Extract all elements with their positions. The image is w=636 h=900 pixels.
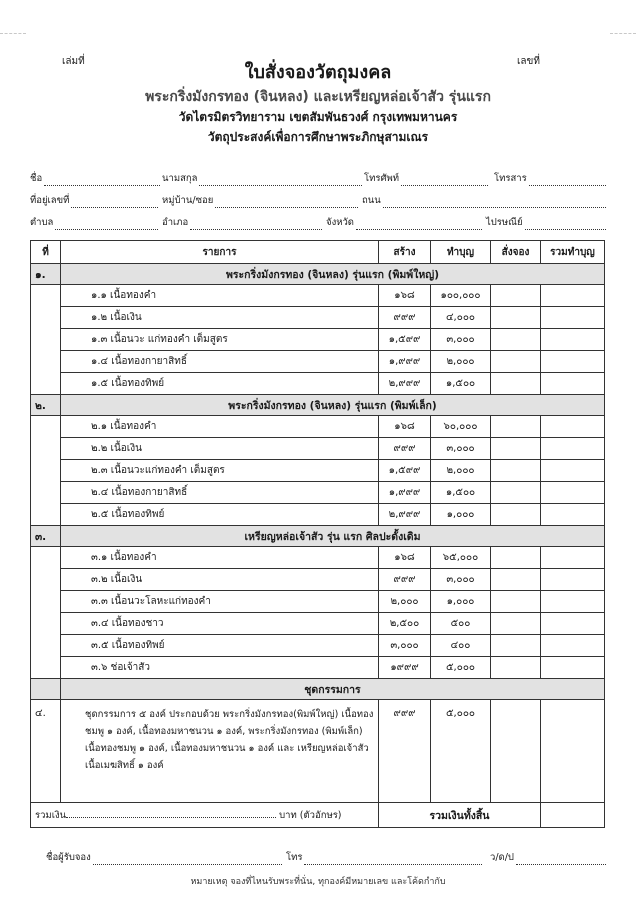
- subdistrict-label: ตำบล: [30, 217, 54, 228]
- table-row: [31, 329, 605, 351]
- item-no-cell: [31, 307, 61, 329]
- item-made: ๙๙๙: [379, 438, 431, 460]
- surname-field[interactable]: [162, 172, 362, 186]
- set-item-no: ๔.: [31, 700, 61, 803]
- village-label: หมู่บ้าน/ซอย: [162, 195, 214, 206]
- item-donation: ๕,๐๐๐: [431, 657, 491, 679]
- col-header-donation: ทำบุญ: [431, 241, 491, 264]
- item-donation: ๑,๕๐๐: [431, 373, 491, 395]
- name-field[interactable]: [30, 172, 160, 186]
- item-no-cell: [31, 482, 61, 504]
- item-name: ๑.๑ เนื้อทองคำ: [61, 285, 379, 307]
- item-name: ๒.๔ เนื้อทองกายาสิทธิ์: [61, 482, 379, 504]
- table-row: [31, 460, 605, 482]
- item-made: ๑๖๘: [379, 547, 431, 569]
- item-donation: ๓,๐๐๐: [431, 569, 491, 591]
- corner-dash-left: [0, 33, 26, 34]
- road-label: ถนน: [362, 195, 381, 206]
- col-header-order: สั่งจอง: [491, 241, 541, 264]
- item-donation: ๑,๕๐๐: [431, 482, 491, 504]
- section-header-row: [31, 679, 605, 700]
- section-header-row: [31, 264, 605, 285]
- set-item-order-cell[interactable]: [491, 700, 541, 803]
- surname-label: นามสกุล: [162, 173, 198, 184]
- item-no-cell: [31, 329, 61, 351]
- item-no-cell: [31, 635, 61, 657]
- form-row-location: [30, 216, 606, 232]
- order-table-body: [31, 264, 605, 679]
- section-header-row: [31, 395, 605, 416]
- section-no: ๒.: [31, 395, 61, 416]
- postcode-label: ไปรษณีย์: [486, 217, 523, 228]
- item-sum-cell[interactable]: [541, 329, 605, 351]
- grand-total-cell[interactable]: [541, 803, 605, 828]
- item-made: ๑๙๙๙: [379, 657, 431, 679]
- item-sum-cell[interactable]: [541, 460, 605, 482]
- receiver-label: ชื่อผู้รับจอง: [46, 852, 91, 863]
- item-order-cell[interactable]: [491, 460, 541, 482]
- page-subtitle: พระกริ่งมังกรทอง (จินหลง) และเหรียญหล่อเจ้าสัว รุ่นแรก: [145, 89, 491, 105]
- total-words-cell[interactable]: [31, 803, 379, 828]
- item-no-cell: [31, 569, 61, 591]
- item-sum-cell[interactable]: [541, 351, 605, 373]
- table-row: [31, 351, 605, 373]
- item-name: ๓.๔ เนื้อทองชาว: [61, 613, 379, 635]
- item-name: ๓.๑ เนื้อทองคำ: [61, 547, 379, 569]
- item-name: ๒.๒ เนื้อเงิน: [61, 438, 379, 460]
- item-donation: ๑,๐๐๐: [431, 591, 491, 613]
- set-item-donation: ๕,๐๐๐: [431, 700, 491, 803]
- table-row: [31, 569, 605, 591]
- form-row-address: [30, 194, 606, 210]
- item-donation: ๑๐๐,๐๐๐: [431, 285, 491, 307]
- item-made: ๒,๐๐๐: [379, 591, 431, 613]
- item-order-cell[interactable]: [491, 307, 541, 329]
- no-label: เลขที่: [517, 56, 540, 67]
- footer-note: หมายเหตุ จองที่ไหนรับพระที่นั่น, ทุกองค์มีหมายเลข และโค้ดกำกับ: [190, 877, 446, 887]
- item-name: ๒.๓ เนื้อนวะแก่ทองคำ เต็มสูตร: [61, 460, 379, 482]
- item-made: ๑๖๘: [379, 285, 431, 307]
- item-name: ๑.๒ เนื้อเงิน: [61, 307, 379, 329]
- item-no-cell: [31, 591, 61, 613]
- item-no-cell: [31, 285, 61, 307]
- total-row: [31, 803, 605, 828]
- village-field[interactable]: [162, 194, 358, 208]
- item-order-cell[interactable]: [491, 635, 541, 657]
- item-made: ๑,๙๙๙: [379, 482, 431, 504]
- item-donation: ๔,๐๐๐: [431, 307, 491, 329]
- name-label: ชื่อ: [30, 173, 43, 184]
- postcode-field[interactable]: [486, 216, 606, 230]
- table-header-row: [31, 241, 605, 264]
- item-no-cell: [31, 547, 61, 569]
- col-header-no: ที่: [31, 241, 61, 264]
- item-name: ๒.๑ เนื้อทองคำ: [61, 416, 379, 438]
- item-made: ๑,๙๙๙: [379, 351, 431, 373]
- item-sum-cell[interactable]: [541, 504, 605, 526]
- item-name: ๓.๓ เนื้อนวะโลหะแก่ทองคำ: [61, 591, 379, 613]
- item-name: ๒.๕ เนื้อทองทิพย์: [61, 504, 379, 526]
- total-sum-label: รวมเงิน: [35, 809, 67, 821]
- item-made: ๓,๐๐๐: [379, 635, 431, 657]
- section-title: เหรียญหล่อเจ้าสัว รุ่น แรก ศิลปะดั้งเดิม: [61, 526, 605, 547]
- book-no-label: เล่มที่: [62, 56, 85, 67]
- item-sum-cell[interactable]: [541, 285, 605, 307]
- table-row: [31, 438, 605, 460]
- table-row: [31, 635, 605, 657]
- section-no: ๓.: [31, 526, 61, 547]
- item-sum-cell[interactable]: [541, 657, 605, 679]
- phone-field[interactable]: [364, 172, 488, 186]
- address-no-field[interactable]: [30, 194, 158, 208]
- section-title: พระกริ่งมังกรทอง (จินหลง) รุ่นแรก (พิมพ์เล็ก): [61, 395, 605, 416]
- set-item-row: [31, 700, 605, 803]
- item-order-cell[interactable]: [491, 613, 541, 635]
- set-item-sum-cell[interactable]: [541, 700, 605, 803]
- district-field[interactable]: [162, 216, 322, 230]
- date-field[interactable]: [490, 851, 606, 865]
- table-row: [31, 482, 605, 504]
- item-made: ๑,๕๙๙: [379, 460, 431, 482]
- table-row: [31, 613, 605, 635]
- order-table: [30, 240, 605, 828]
- set-item-made: ๙๙๙: [379, 700, 431, 803]
- item-name: ๑.๕ เนื้อทองทิพย์: [61, 373, 379, 395]
- item-order-cell[interactable]: [491, 657, 541, 679]
- item-order-cell[interactable]: [491, 438, 541, 460]
- item-sum-cell[interactable]: [541, 591, 605, 613]
- item-name: ๓.๒ เนื้อเงิน: [61, 569, 379, 591]
- road-field[interactable]: [362, 194, 606, 208]
- item-order-cell[interactable]: [491, 329, 541, 351]
- col-header-sum: รวมทำบุญ: [541, 241, 605, 264]
- col-header-item: รายการ: [61, 241, 379, 264]
- item-made: ๑,๕๙๙: [379, 329, 431, 351]
- fax-field[interactable]: [494, 172, 606, 186]
- item-made: ๒,๕๐๐: [379, 613, 431, 635]
- set-item-description: ชุดกรรมการ ๕ องค์ ประกอบด้วย พระกริ่งมังกรทอง(พิมพ์ใหญ่) เนื้อทองชมพู ๑ องค์, เนื้อทองมหาชนวน ๑ องค์, พระกริ่งมังกรทอง (พิมพ์เล็ก) เนื้อทองชมพู ๑ องค์, เนื้อทองมหาชนวน ๑ องค์ และ เหรียญหล่อเจ้าสัว เนื้อเมฆสิทธิ์ ๑ องค์: [61, 700, 379, 803]
- table-row: [31, 307, 605, 329]
- item-sum-cell[interactable]: [541, 482, 605, 504]
- item-sum-cell[interactable]: [541, 307, 605, 329]
- total-baht-label: บาท (ตัวอักษร): [279, 809, 342, 821]
- item-made: ๒,๙๙๙: [379, 373, 431, 395]
- item-sum-cell[interactable]: [541, 547, 605, 569]
- col-header-made: สร้าง: [379, 241, 431, 264]
- item-order-cell[interactable]: [491, 591, 541, 613]
- date-label: ว/ด/ป: [490, 852, 514, 863]
- item-sum-cell[interactable]: [541, 416, 605, 438]
- item-name: ๓.๖ ช่อเจ้าสัว: [61, 657, 379, 679]
- item-name: ๑.๔ เนื้อทองกายาสิทธิ์: [61, 351, 379, 373]
- receiver-phone-field[interactable]: [286, 851, 482, 865]
- item-donation: ๖๕,๐๐๐: [431, 547, 491, 569]
- item-no-cell: [31, 613, 61, 635]
- section-title: พระกริ่งมังกรทอง (จินหลง) รุ่นแรก (พิมพ์ใหญ่): [61, 264, 605, 285]
- address-no-label: ที่อยู่เลขที่: [30, 195, 70, 206]
- item-no-cell: [31, 504, 61, 526]
- item-donation: ๓,๐๐๐: [431, 438, 491, 460]
- table-row: [31, 591, 605, 613]
- form-row-name: [30, 172, 606, 188]
- item-order-cell[interactable]: [491, 482, 541, 504]
- table-row: [31, 285, 605, 307]
- item-donation: ๒,๐๐๐: [431, 460, 491, 482]
- item-no-cell: [31, 373, 61, 395]
- item-made: ๙๙๙: [379, 307, 431, 329]
- set-section: [31, 679, 605, 828]
- table-row: [31, 547, 605, 569]
- corner-dash-right: [610, 33, 636, 34]
- purpose-text: วัตถุประสงค์เพื่อการศึกษาพระภิกษุสามเณร: [207, 130, 429, 144]
- item-sum-cell[interactable]: [541, 569, 605, 591]
- item-order-cell[interactable]: [491, 351, 541, 373]
- item-order-cell[interactable]: [491, 416, 541, 438]
- item-donation: ๕๐๐: [431, 613, 491, 635]
- item-order-cell[interactable]: [491, 285, 541, 307]
- item-no-cell: [31, 416, 61, 438]
- page-title: ใบสั่งจองวัตถุมงคล: [244, 62, 392, 83]
- item-donation: ๖๐,๐๐๐: [431, 416, 491, 438]
- item-sum-cell[interactable]: [541, 635, 605, 657]
- section-header-row: [31, 526, 605, 547]
- item-donation: ๔๐๐: [431, 635, 491, 657]
- province-field[interactable]: [326, 216, 482, 230]
- temple-name: วัดไตรมิตรวิทยาราม เขตสัมพันธวงศ์ กรุงเทพมหานคร: [178, 110, 458, 124]
- item-name: ๑.๓ เนื้อนวะ แก่ทองคำ เต็มสูตร: [61, 329, 379, 351]
- table-row: [31, 504, 605, 526]
- section-no-cell: [31, 679, 61, 700]
- item-order-cell[interactable]: [491, 373, 541, 395]
- item-sum-cell[interactable]: [541, 373, 605, 395]
- item-order-cell[interactable]: [491, 547, 541, 569]
- table-row: [31, 657, 605, 679]
- item-order-cell[interactable]: [491, 504, 541, 526]
- section-no: ๑.: [31, 264, 61, 285]
- item-made: ๑๖๘: [379, 416, 431, 438]
- total-words-dots: [66, 808, 276, 818]
- receiver-phone-label: โทร: [286, 852, 303, 863]
- item-donation: ๓,๐๐๐: [431, 329, 491, 351]
- item-donation: ๑,๐๐๐: [431, 504, 491, 526]
- subdistrict-field[interactable]: [30, 216, 158, 230]
- item-sum-cell[interactable]: [541, 438, 605, 460]
- province-label: จังหวัด: [326, 217, 354, 228]
- item-no-cell: [31, 460, 61, 482]
- item-name: ๓.๕ เนื้อทองทิพย์: [61, 635, 379, 657]
- receiver-field[interactable]: [46, 851, 282, 865]
- item-made: ๙๙๙: [379, 569, 431, 591]
- item-order-cell[interactable]: [491, 569, 541, 591]
- footer-signature-row: [46, 851, 606, 865]
- item-donation: ๒,๐๐๐: [431, 351, 491, 373]
- item-made: ๒,๙๙๙: [379, 504, 431, 526]
- grand-total-label: รวมเงินทั้งสิ้น: [379, 803, 541, 828]
- set-section-title: ชุดกรรมการ: [61, 679, 605, 700]
- table-row: [31, 373, 605, 395]
- district-label: อำเภอ: [162, 217, 189, 228]
- item-sum-cell[interactable]: [541, 613, 605, 635]
- phone-label: โทรศัพท์: [364, 173, 400, 184]
- item-no-cell: [31, 351, 61, 373]
- table-row: [31, 416, 605, 438]
- item-no-cell: [31, 657, 61, 679]
- fax-label: โทรสาร: [494, 173, 527, 184]
- item-no-cell: [31, 438, 61, 460]
